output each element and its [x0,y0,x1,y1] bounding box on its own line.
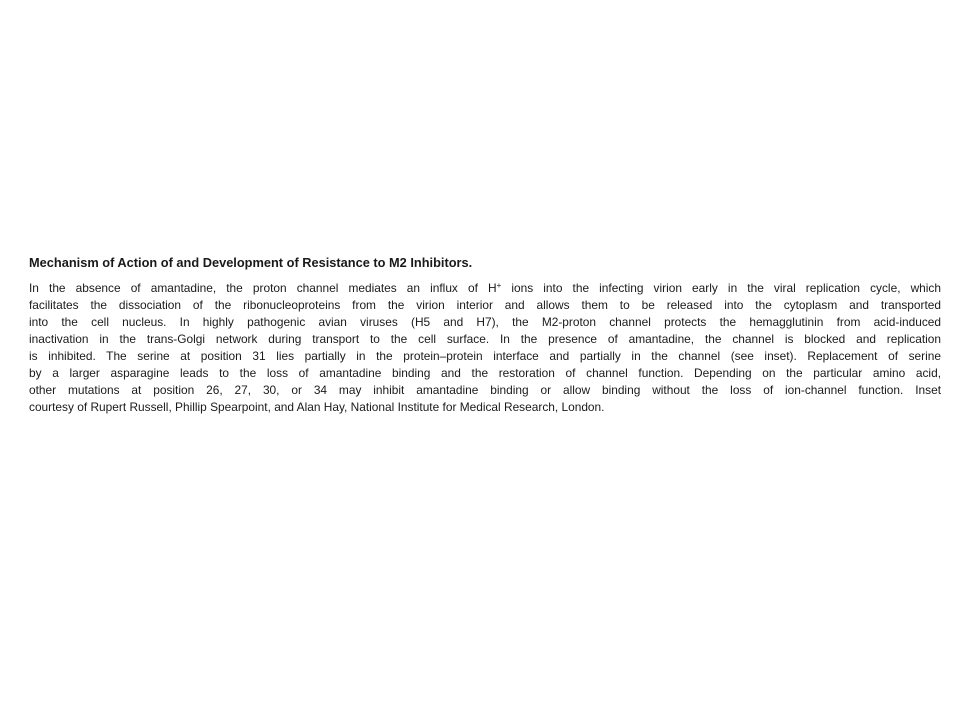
caption-line-2: facilitates the dissociation of the ribonucleoproteins from the virion interior and allows them to be released into the cytoplasm and transported [29,298,941,312]
caption-title: Mechanism of Action of and Development of Resistance to M2 Inhibitors. [29,255,473,270]
caption-line-1 [29,280,941,297]
caption-line-7: other mutations at position 26, 27, 30, or 34 may inhibit amantadine binding or allow binding without the loss of ion-channel function. Inset [29,383,941,397]
h-plus-superscript: + [496,281,502,290]
figure-caption [29,254,941,416]
caption-line-1-start: In the absence of amantadine, the proton channel mediates an influx of H [29,281,497,295]
caption-line-3: into the cell nucleus. In highly pathogenic avian viruses (H5 and H7), the M2-proton channel protects the hemagglutinin from acid-induced [29,315,941,329]
caption-body [29,280,941,416]
caption-line-8: courtesy of Rupert Russell, Phillip Spearpoint, and Alan Hay, National Institute for Medical Research, London. [29,400,605,414]
caption-line-1-end: ions into the infecting virion early in the viral replication cycle, which [501,281,941,295]
caption-line-6: by a larger asparagine leads to the loss of amantadine binding and the restoration of channel function. Depending on the particular amino acid, [29,366,941,380]
caption-line-4: inactivation in the trans-Golgi network during transport to the cell surface. In the presence of amantadine, the channel is blocked and replication [29,332,941,346]
caption-line-5: is inhibited. The serine at position 31 lies partially in the protein–protein interface and partially in the channel (see inset). Replacement of serine [29,349,941,363]
